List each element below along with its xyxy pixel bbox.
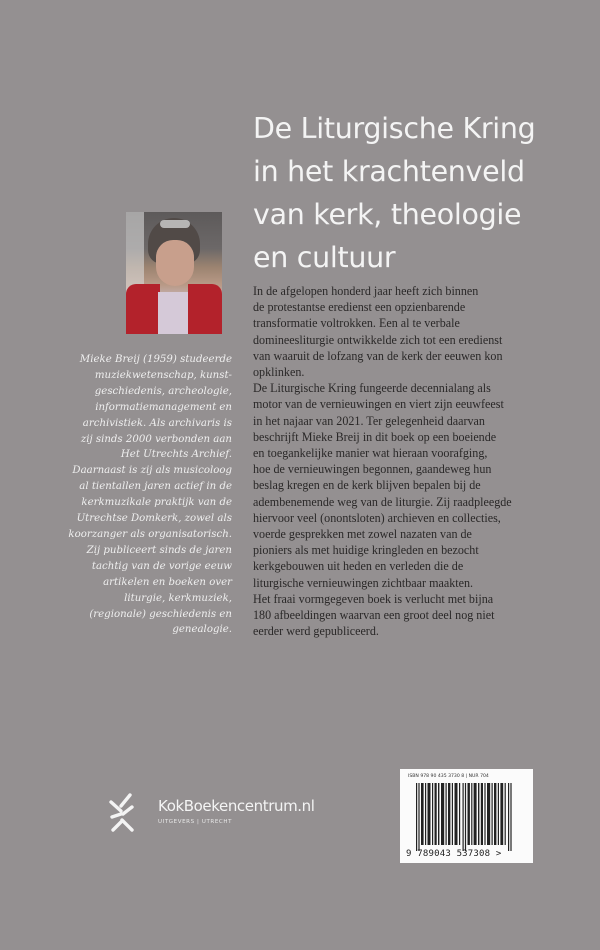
bio-line: liturgie, kerkmuziek,	[124, 592, 232, 604]
blurb-line: en toegankelijke manier wat hieraan voorafging,	[253, 446, 488, 461]
blurb-line: opklinken.	[253, 365, 305, 380]
publisher-name: KokBoekencentrum.nl	[158, 797, 315, 815]
bio-line: muziekwetenschap, kunst-	[94, 369, 232, 381]
blurb-line: motor van de vernieuwingen en viert zijn eeuwfeest	[253, 397, 504, 412]
blurb-line: adembenemende weg van de liturgie. Zij raadpleegde	[253, 494, 512, 509]
blurb-line: kerkgebouwen uit heden en verleden die de	[253, 559, 464, 574]
bio-line: zij sinds 2000 verbonden aan	[80, 433, 232, 445]
bio-line: Het Utrechts Archief.	[120, 449, 232, 461]
blurb-line: pioniers als met huidige kringleden en bezocht	[253, 543, 479, 558]
blurb-line: hoe de vernieuwingen begonnen, gaandeweg hun	[253, 462, 492, 477]
publisher-subtitle: UITGEVERS | UTRECHT	[158, 819, 233, 825]
bio-line: genealogie.	[172, 624, 232, 636]
title-line: en cultuur	[253, 241, 396, 275]
blurb-line: liturgische vernieuwingen zichtbaar maakten.	[253, 575, 474, 590]
blurb-line: Het fraai vormgegeven boek is verlucht met bijna	[253, 591, 494, 606]
barcode-digits: 9 789043 537308 >	[406, 849, 502, 859]
blurb-line: hiervoor veel (onontsloten) archieven en collecties,	[253, 510, 501, 525]
bio-line: Daarnaast is zij als musicoloog	[72, 465, 232, 477]
bio-line: tachtig van de vorige eeuw	[91, 560, 232, 572]
blurb-line: voerde gesprekken met zowel nazaten van de	[253, 527, 472, 542]
blurb-line: in het najaar van 2021. Ter gelegenheid daarvan	[253, 413, 485, 428]
book-blurb	[253, 283, 553, 639]
title-line: van kerk, theologie	[253, 198, 522, 232]
blurb-line: eerder werd gepubliceerd.	[253, 624, 379, 639]
bio-line: geschiedenis, archeologie,	[94, 385, 232, 397]
bio-line: koorzanger als organisatorisch.	[68, 528, 232, 540]
blurb-line: beslag kregen en de kerk blijven bepalen bij de	[253, 478, 481, 493]
blurb-line: de protestantse eredienst een opzienbarende	[253, 300, 466, 315]
isbn-barcode	[400, 769, 533, 863]
blurb-line: In de afgelopen honderd jaar heeft zich binnen	[253, 284, 479, 298]
blurb-line: De Liturgische Kring fungeerde decennialang als	[253, 381, 491, 396]
photo-face	[156, 240, 194, 286]
blurb-line: transformatie voltrokken. Een al te verbale	[253, 316, 460, 331]
bio-line: al tientallen jaren actief in de	[79, 481, 232, 493]
publisher-logo	[108, 792, 338, 840]
blurb-line: beschrijft Mieke Breij in dit boek op een boeiende	[253, 429, 497, 444]
blurb-line: van waaruit de lofzang van de kerk der eeuwen kon	[253, 348, 503, 363]
bio-line: Mieke Breij (1959) studeerde	[79, 354, 232, 365]
photo-shirt	[158, 292, 190, 334]
bio-line: artikelen en boeken over	[103, 576, 232, 588]
author-photo	[126, 212, 222, 334]
blurb-line: 180 afbeeldingen waarvan een groot deel nog niet	[253, 608, 495, 623]
book-title	[253, 107, 583, 279]
photo-background	[126, 212, 144, 292]
photo-jacket-right	[188, 284, 222, 334]
bio-line: Zij publiceert sinds de jaren	[86, 544, 232, 556]
bio-line: (regionale) geschiedenis en	[89, 608, 232, 620]
blurb-line: domineesliturgie ontwikkelde zich tot een eredienst	[253, 332, 503, 347]
bio-line: kerkmuzikale praktijk van de	[81, 497, 232, 509]
title-line: De Liturgische Kring	[253, 112, 536, 146]
bio-line: informatiemanagement en	[95, 401, 232, 413]
isbn-text: ISBN 978 90 435 3730 8 | NUR 704	[408, 774, 489, 779]
bio-line: archivistiek. Als archivaris is	[82, 417, 232, 429]
photo-jacket-left	[126, 284, 160, 334]
title-line: in het krachtenveld	[253, 155, 525, 189]
kokboekencentrum-logo-icon	[108, 792, 138, 834]
bio-line: Utrechtse Domkerk, zowel als	[76, 513, 232, 525]
barcode-bars	[416, 783, 512, 851]
author-bio	[60, 352, 232, 638]
photo-glasses	[160, 220, 190, 228]
